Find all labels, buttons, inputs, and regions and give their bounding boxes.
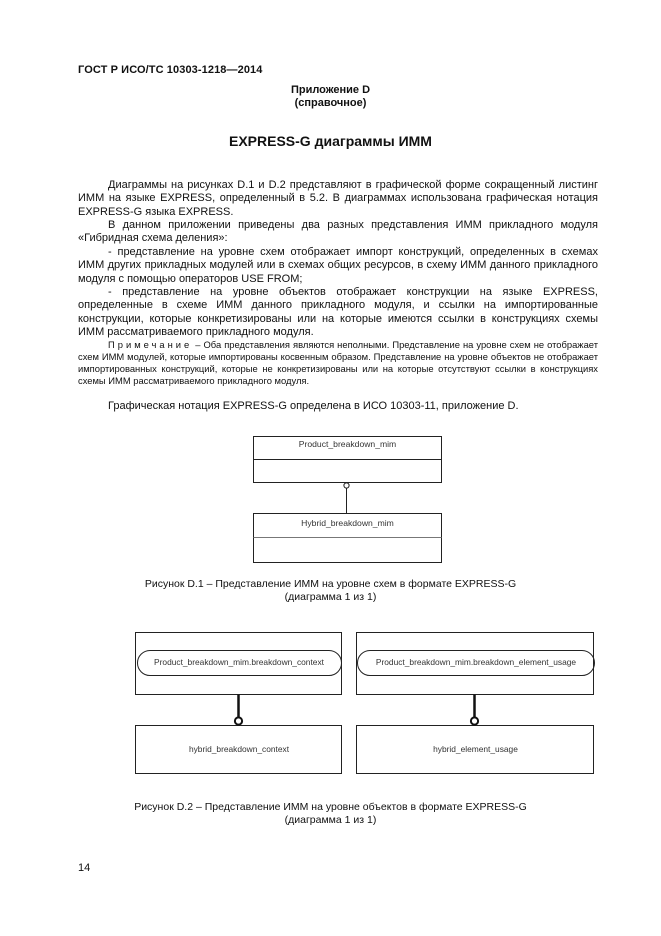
page-number: 14 bbox=[78, 862, 91, 874]
annex-subtitle: (справочное) bbox=[294, 97, 367, 109]
figure-d2-caption-sub: (диаграмма 1 из 1) bbox=[284, 814, 377, 826]
reference-label-left: Product_breakdown_mim.breakdown_context bbox=[154, 657, 324, 667]
paragraph-schema-level: - представление на уровне схем отображает импорт конструкций, определенных в схемах ИММ других прикладных модулей или в схемах общих ресурсов, в схему ИММ данного прикладного модуля с помощью операторов USE FROM; bbox=[78, 246, 598, 285]
schema-label-product: Product_breakdown_mim bbox=[298, 439, 397, 449]
reference-label-right: Product_breakdown_mim.breakdown_element_usage bbox=[375, 657, 577, 667]
connector-circle-icon bbox=[235, 717, 242, 724]
figure-d2-caption: Рисунок D.2 – Представление ИММ на уровне объектов в формате EXPRESS-G bbox=[134, 801, 527, 813]
figure-d1-caption: Рисунок D.1 – Представление ИММ на уровне схем в формате EXPRESS-G bbox=[144, 578, 517, 590]
entity-label-right: hybrid_element_usage bbox=[433, 744, 518, 754]
note-dash: – bbox=[192, 339, 204, 350]
note-label: Примечание bbox=[108, 339, 193, 350]
connector-circle-icon bbox=[471, 717, 478, 724]
paragraph-intro: Диаграммы на рисунках D.1 и D.2 представляют в графической форме сокращенный листинг ИММ на языке EXPRESS, определенный в 5.2. В диаграммах использована графическая нотация EXPRESS-G языка EXPRESS. bbox=[78, 179, 598, 218]
annex-title: Приложение D bbox=[290, 84, 371, 96]
figure-d1-caption-sub: (диаграмма 1 из 1) bbox=[284, 591, 377, 603]
document-code: ГОСТ Р ИСО/ТС 10303-1218—2014 bbox=[78, 64, 263, 76]
reference-line: Графическая нотация EXPRESS-G определена в ИСО 10303-11, приложение D. bbox=[108, 400, 519, 412]
schema-label-hybrid: Hybrid_breakdown_mim bbox=[301, 518, 394, 528]
paragraph-representations: В данном приложении приведены два разных представления ИММ прикладного модуля «Гибридная схема деления»: bbox=[78, 219, 598, 245]
page-title: EXPRESS-G диаграммы ИММ bbox=[229, 133, 432, 149]
connector-circle-icon bbox=[344, 483, 349, 488]
paragraph-object-level: - представление на уровне объектов отображает конструкции на языке EXPRESS, определенные в схеме ИММ данного прикладного модуля, и ссылки на импортированные конструкции, которые конкретизированы или на которые имеются ссылки в конструкциях схемы ИММ рассматриваемого прикладного модуля. bbox=[78, 286, 598, 338]
note-text: Оба представления являются неполными. Представление на уровне схем не отображает схем ИММ модулей, которые импортированы косвенным образом. Представление на уровне объектов не отображает импортированных конструкций, которые не конкретизированы или на которые отсутствуют ссылки в конструкциях схемы ИММ рассматриваемого прикладного модуля. bbox=[78, 339, 598, 386]
entity-label-left: hybrid_breakdown_context bbox=[188, 744, 290, 754]
